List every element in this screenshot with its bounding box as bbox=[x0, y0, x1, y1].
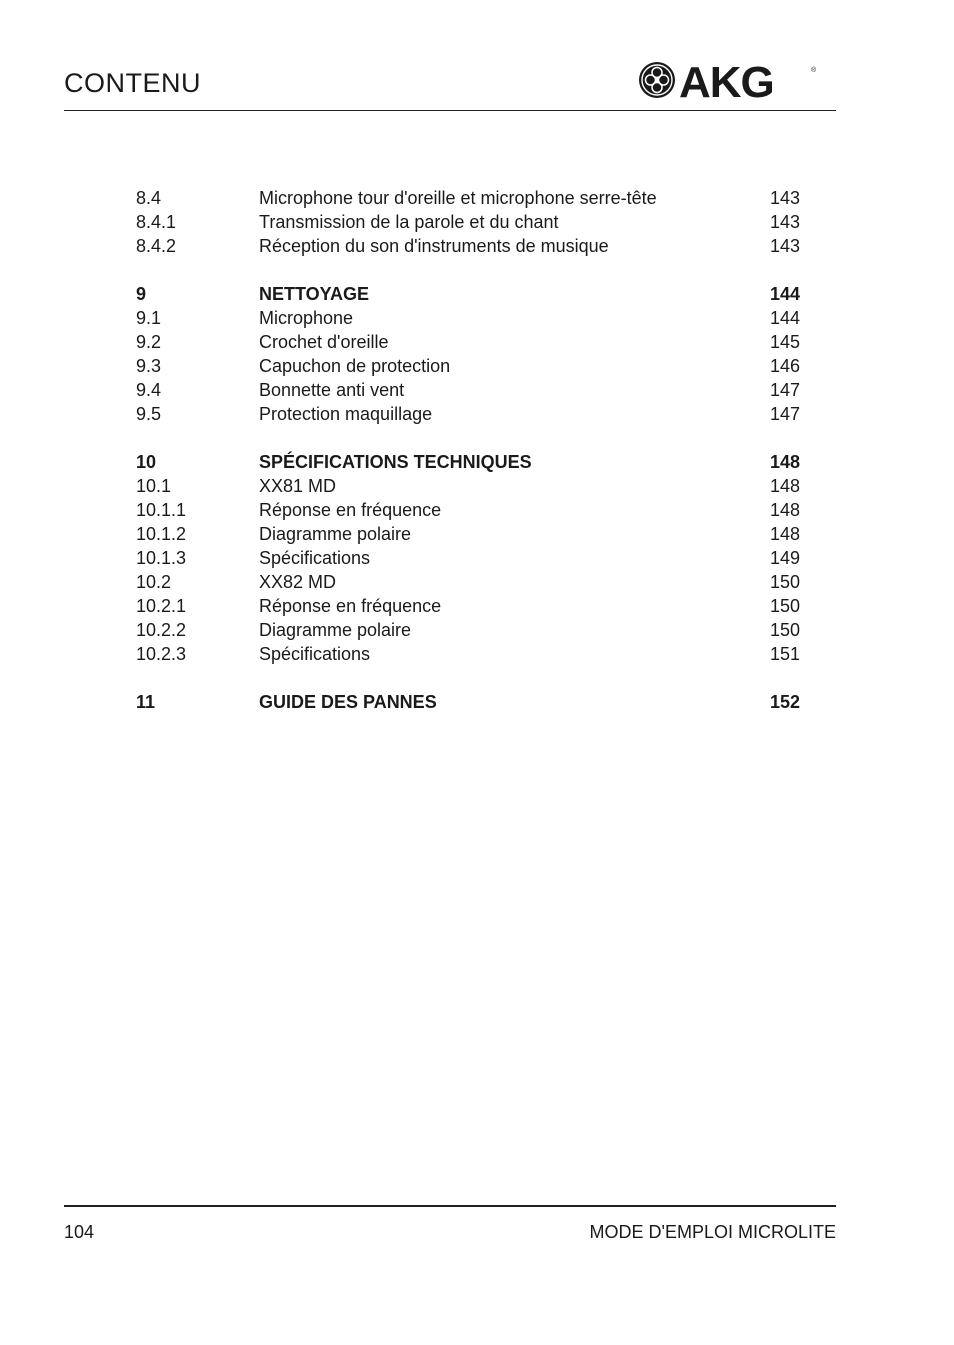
toc-entry-page: 145 bbox=[769, 332, 800, 352]
toc-entry[interactable] bbox=[136, 522, 800, 546]
toc-entry-title: Transmission de la parole et du chant bbox=[259, 212, 559, 232]
toc-entry-title: Spécifications bbox=[259, 644, 371, 664]
toc-entry-title: Microphone tour d'oreille et microphone serre-tête bbox=[259, 188, 657, 208]
toc-entry-number: 10.2 bbox=[136, 572, 172, 592]
toc-entry-number: 10.1.2 bbox=[136, 524, 187, 544]
toc-entry[interactable] bbox=[136, 618, 800, 642]
toc-entry[interactable] bbox=[136, 306, 800, 330]
toc-entry-title: GUIDE DES PANNES bbox=[259, 692, 437, 712]
toc-entry-number: 9.1 bbox=[136, 308, 162, 328]
toc-entry-page: 152 bbox=[769, 692, 800, 712]
toc-entry-page: 147 bbox=[769, 380, 800, 400]
toc-entry-title: NETTOYAGE bbox=[259, 284, 370, 304]
toc-entry[interactable] bbox=[136, 570, 800, 594]
registered-mark-icon: ® bbox=[811, 67, 817, 74]
toc-entry[interactable] bbox=[136, 546, 800, 570]
toc-entry-page: 150 bbox=[769, 596, 800, 616]
toc-entry[interactable] bbox=[136, 474, 800, 498]
toc-entry-page: 149 bbox=[769, 548, 800, 568]
toc-entry[interactable] bbox=[136, 378, 800, 402]
toc-entry-number: 10.2.3 bbox=[136, 644, 187, 664]
toc-entry-title: Crochet d'oreille bbox=[259, 332, 389, 352]
toc-entry-title: Réponse en fréquence bbox=[259, 500, 442, 520]
toc-entry-page: 151 bbox=[769, 644, 800, 664]
toc-entry[interactable] bbox=[136, 450, 800, 474]
toc-entry[interactable] bbox=[136, 282, 800, 306]
akg-wordmark: AKG bbox=[679, 60, 774, 100]
toc-entry-page: 150 bbox=[769, 572, 800, 592]
toc-entry-title: Microphone bbox=[259, 308, 354, 328]
toc-entry-title: Protection maquillage bbox=[259, 404, 433, 424]
page-title: CONTENU bbox=[64, 68, 201, 98]
toc-entry-page: 143 bbox=[769, 236, 800, 256]
toc-entry-number: 10.1.3 bbox=[136, 548, 187, 568]
toc-section bbox=[136, 282, 800, 426]
toc-entry-number: 10 bbox=[136, 452, 157, 472]
toc-entry-title: SPÉCIFICATIONS TECHNIQUES bbox=[259, 452, 532, 472]
toc-entry-title: Réception du son d'instruments de musique bbox=[259, 236, 609, 256]
toc-entry-number: 9 bbox=[136, 284, 147, 304]
toc-entry-page: 150 bbox=[769, 620, 800, 640]
toc-entry-number: 9.5 bbox=[136, 404, 162, 424]
toc-entry[interactable] bbox=[136, 690, 800, 714]
document-title: MODE D'EMPLOI MICROLITE bbox=[589, 1222, 836, 1242]
toc-entry-title: Capuchon de protection bbox=[259, 356, 451, 376]
toc-entry-number: 8.4.1 bbox=[136, 212, 177, 232]
toc-entry-number: 8.4.2 bbox=[136, 236, 177, 256]
toc-entry-title: XX82 MD bbox=[259, 572, 337, 592]
toc-entry-title: XX81 MD bbox=[259, 476, 337, 496]
toc-entry[interactable] bbox=[136, 642, 800, 666]
toc-entry[interactable] bbox=[136, 186, 800, 210]
toc-entry[interactable] bbox=[136, 402, 800, 426]
toc-entry-page: 147 bbox=[769, 404, 800, 424]
toc-entry-title: Diagramme polaire bbox=[259, 524, 412, 544]
toc-entry-title: Spécifications bbox=[259, 548, 371, 568]
page-number: 104 bbox=[64, 1222, 95, 1242]
toc-section bbox=[136, 450, 800, 666]
toc-entry-number: 9.3 bbox=[136, 356, 162, 376]
toc-entry-page: 148 bbox=[769, 500, 800, 520]
toc-section bbox=[136, 690, 800, 714]
table-of-contents bbox=[136, 186, 800, 738]
toc-entry[interactable] bbox=[136, 594, 800, 618]
toc-entry-page: 148 bbox=[769, 476, 800, 496]
header-rule bbox=[64, 110, 836, 111]
akg-emblem-icon bbox=[639, 62, 675, 98]
toc-entry[interactable] bbox=[136, 330, 800, 354]
toc-entry-title: Bonnette anti vent bbox=[259, 380, 405, 400]
toc-entry-number: 10.1 bbox=[136, 476, 172, 496]
toc-entry-number: 10.2.1 bbox=[136, 596, 187, 616]
toc-entry-page: 144 bbox=[769, 308, 800, 328]
toc-entry-number: 10.1.1 bbox=[136, 500, 187, 520]
toc-entry-page: 148 bbox=[769, 452, 800, 472]
toc-entry-number: 8.4 bbox=[136, 188, 162, 208]
toc-entry-page: 143 bbox=[769, 188, 800, 208]
akg-logo bbox=[638, 60, 818, 100]
toc-entry-number: 11 bbox=[136, 692, 156, 712]
toc-entry-title: Diagramme polaire bbox=[259, 620, 412, 640]
toc-entry-number: 9.2 bbox=[136, 332, 162, 352]
toc-entry[interactable] bbox=[136, 210, 800, 234]
toc-entry-number: 10.2.2 bbox=[136, 620, 187, 640]
toc-section bbox=[136, 186, 800, 258]
toc-entry-number: 9.4 bbox=[136, 380, 162, 400]
toc-entry-page: 144 bbox=[769, 284, 800, 304]
toc-entry[interactable] bbox=[136, 498, 800, 522]
toc-entry-page: 146 bbox=[769, 356, 800, 376]
toc-entry-page: 143 bbox=[769, 212, 800, 232]
footer-rule bbox=[64, 1205, 836, 1207]
toc-entry[interactable] bbox=[136, 354, 800, 378]
toc-entry[interactable] bbox=[136, 234, 800, 258]
toc-entry-page: 148 bbox=[769, 524, 800, 544]
toc-entry-title: Réponse en fréquence bbox=[259, 596, 442, 616]
